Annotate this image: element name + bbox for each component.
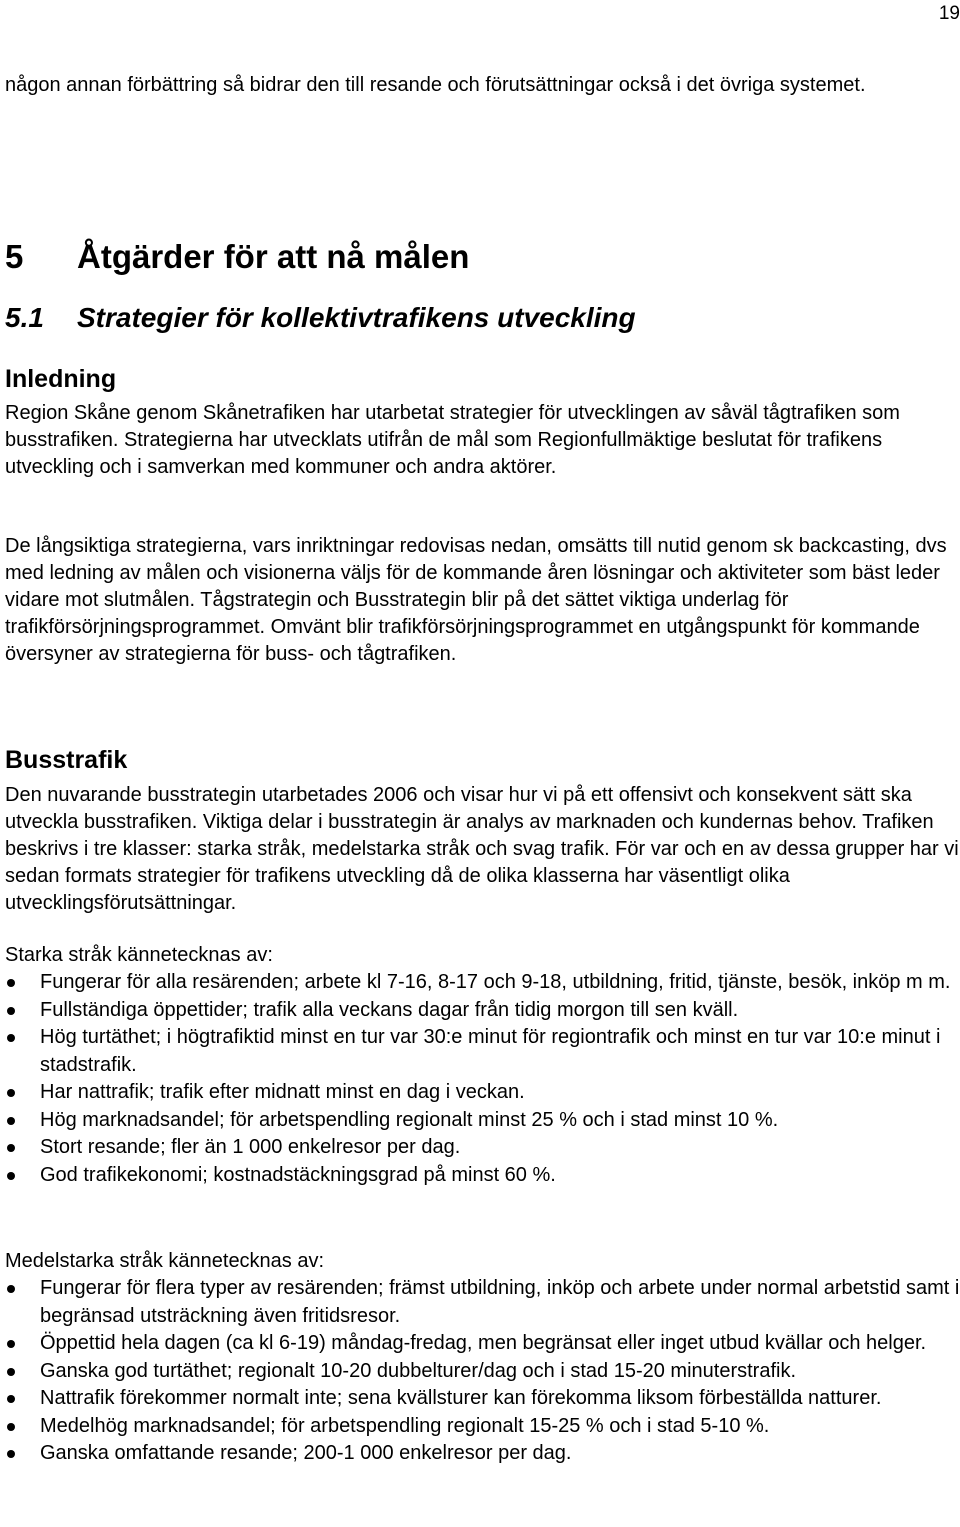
list-item-text: Ganska omfattande resande; 200-1 000 enkelresor per dag. (40, 1442, 572, 1464)
page-number: 19 (938, 3, 960, 24)
list-item (0, 1162, 960, 1190)
list-item (0, 997, 960, 1025)
subsection-heading (5, 300, 636, 336)
list-item-text: Nattrafik förekommer normalt inte; sena kvällsturer kan förekomma liksom förbeställda natturer. (40, 1387, 882, 1409)
list-item (0, 1107, 960, 1135)
bullet-icon (7, 1034, 15, 1042)
subsection-title: Strategier för kollektivtrafikens utveckling (77, 302, 636, 333)
list-item (0, 1024, 960, 1079)
list-item-text: Fungerar för alla resärenden; arbete kl 7-16, 8-17 och 9-18, utbildning, fritid, tjänste, besök, inköp m m. (40, 971, 951, 993)
list-item-text: Medelhög marknadsandel; för arbetspendling regionalt 15-25 % och i stad 5-10 %. (40, 1414, 770, 1437)
bullet-icon (7, 1144, 15, 1152)
bullet-icon (7, 1172, 15, 1180)
bullet-icon (7, 1340, 15, 1348)
list-item (0, 1079, 960, 1107)
list-item-text: Stort resande; fler än 1 000 enkelresor per dag. (40, 1136, 461, 1158)
bullet-icon (7, 1368, 15, 1376)
list-item (0, 1358, 960, 1386)
list-item (0, 1134, 960, 1162)
starka-intro: Starka stråk kännetecknas av: (5, 944, 273, 966)
list-item-text: Fullständiga öppettider; trafik alla veckans dagar från tidig morgon till sen kväll. (40, 998, 739, 1021)
list-item (0, 1330, 960, 1358)
list-item (0, 1385, 960, 1413)
starka-list (0, 969, 960, 1189)
list-item-text: Ganska god turtäthet; regionalt 10-20 dubbelturer/dag och i stad 15-20 minuterstrafik. (40, 1359, 797, 1382)
list-item-text: Har nattrafik; trafik efter midnatt minst en dag i veckan. (40, 1081, 525, 1103)
section-heading (5, 237, 469, 277)
list-item-text: Fungerar för flera typer av resärenden; främst utbildning, inköp och arbete under normal arbetstid samt i begränsad utsträckning även fritidsresor. (40, 1277, 960, 1327)
subsection-number: 5.1 (5, 302, 44, 333)
list-item (0, 969, 960, 997)
list-item-text: Hög marknadsandel; för arbetspendling regionalt minst 25 % och i stad minst 10 %. (40, 1108, 779, 1131)
inledning-paragraph-1: Region Skåne genom Skånetrafiken har utarbetat strategier för utvecklingen av såväl tågtrafiken som busstrafiken. Strategierna har utvecklats utifrån de mål som Regionfullmäktige beslutat för trafikens utveckling och i samverkan med kommuner och andra aktörer. (5, 402, 900, 478)
bullet-icon (7, 1285, 15, 1293)
bullet-icon (7, 1117, 15, 1125)
inledning-paragraph-2: De långsiktiga strategierna, vars inriktningar redovisas nedan, omsätts till nutid genom sk backcasting, dvs med ledning av målen och visionerna väljs för de kommande åren lösningar och aktiviteter som bäst leder vidare mot slutmålen. Tågstrategin och Busstrategin blir på det sättet viktiga underlag för trafikförsörjningsprogrammet. Omvänt blir trafikförsörjningsprogrammet en utgångspunkt för kommande översyner av strategierna för buss- och tågtrafiken. (5, 535, 947, 665)
bullet-icon (7, 1089, 15, 1097)
section-title: Åtgärder för att nå målen (77, 238, 470, 275)
intro-paragraph: någon annan förbättring så bidrar den till resande och förutsättningar också i det övriga systemet. (5, 74, 866, 96)
medel-intro: Medelstarka stråk kännetecknas av: (5, 1250, 325, 1272)
inledning-heading: Inledning (5, 365, 117, 393)
bullet-icon (7, 1395, 15, 1403)
list-item (0, 1275, 960, 1330)
medel-list (0, 1275, 960, 1468)
list-item (0, 1440, 960, 1468)
list-item-text: Öppettid hela dagen (ca kl 6-19) måndag-fredag, men begränsat eller inget utbud kvällar och helger. (40, 1332, 927, 1354)
section-number: 5 (5, 238, 24, 275)
bullet-icon (7, 1007, 15, 1015)
busstrafik-heading: Busstrafik (5, 746, 128, 774)
list-item-text: Hög turtäthet; i högtrafiktid minst en tur var 30:e minut för regiontrafik och minst en tur var 10:e minut i stadstrafik. (40, 1026, 941, 1076)
bullet-icon (7, 1423, 15, 1431)
list-item (0, 1413, 960, 1441)
busstrafik-paragraph: Den nuvarande busstrategin utarbetades 2006 och visar hur vi på ett offensivt och konsekvent sätt ska utveckla busstrafiken. Viktiga delar i busstrategin är analys av marknaden och kundernas behov. Trafiken beskrivs i tre klasser: starka stråk, medelstarka stråk och svag trafik. För var och en av dessa grupper har vi sedan formats strategier för trafikens utveckling då de olika klasserna har väsentligt olika utvecklingsförutsättningar. (5, 784, 959, 914)
bullet-icon (7, 1450, 15, 1458)
bullet-icon (7, 979, 15, 987)
list-item-text: God trafikekonomi; kostnadstäckningsgrad på minst 60 %. (40, 1163, 556, 1186)
